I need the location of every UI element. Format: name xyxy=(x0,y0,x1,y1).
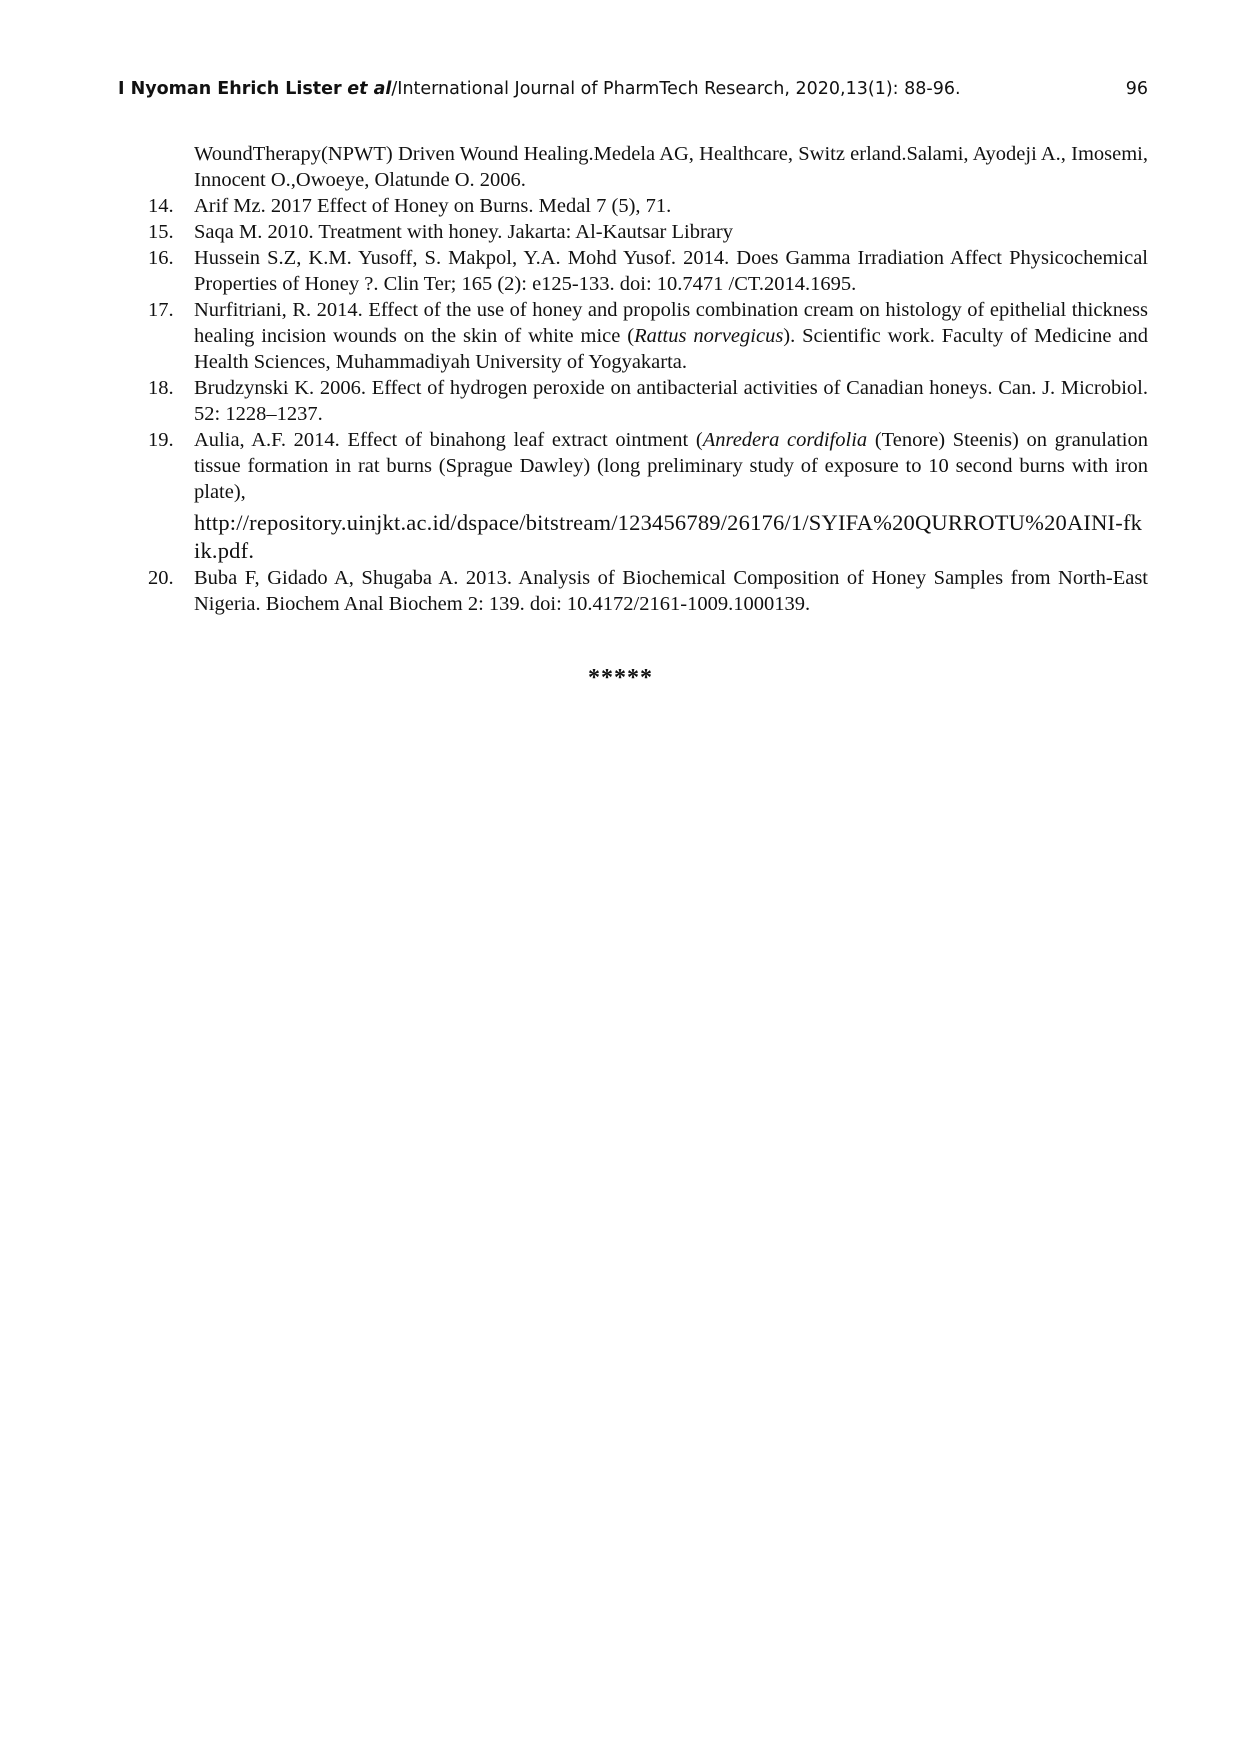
reference-text: Arif Mz. 2017 Effect of Honey on Burns. Medal 7 (5), 71. xyxy=(194,195,672,217)
end-of-article-mark: ***** xyxy=(588,665,653,691)
reference-16 xyxy=(148,245,1148,297)
reference-text: Saqa M. 2010. Treatment with honey. Jakarta: Al-Kautsar Library xyxy=(194,221,733,243)
reference-number: 15. xyxy=(148,221,174,243)
reference-text-start: Aulia, A.F. 2014. Effect of binahong leaf extract ointment ( xyxy=(194,429,703,451)
reference-text-end: ). Scientific work. Faculty of Medicine and Health Sciences, Muhammadiyah University of Yogyakarta. xyxy=(194,325,1148,373)
reference-url-link[interactable]: http://repository.uinjkt.ac.id/dspace/bitstream/123456789/26176/1/SYIFA%20QURROTU%20AINI-fkik.pdf. xyxy=(194,510,1143,563)
reference-text-end: (Tenore) Steenis) on granulation tissue formation in rat burns (Sprague Dawley) (long preliminary study of exposure to 10 second burns with iron plate), xyxy=(194,429,1148,503)
reference-18 xyxy=(148,375,1148,427)
reference-text: Buba F, Gidado A, Shugaba A. 2013. Analysis of Biochemical Composition of Honey Samples from North-East Nigeria. Biochem Anal Biochem 2: 139. doi: 10.4172/2161-1009.1000139. xyxy=(194,567,1148,615)
species-name: Rattus norvegicus xyxy=(634,325,784,347)
reference-14 xyxy=(148,193,1148,219)
reference-number: 19. xyxy=(148,429,174,451)
reference-15 xyxy=(148,219,1148,245)
reference-number: 17. xyxy=(148,299,174,321)
reference-continuation-text: WoundTherapy(NPWT) Driven Wound Healing.Medela AG, Healthcare, Switz erland.Salami, Ayodeji A., Imosemi, Innocent O.,Owoeye, Olatunde O. 2006. xyxy=(194,143,1148,191)
header-journal: /International Journal of PharmTech Research, 2020,13(1): 88-96. xyxy=(391,79,961,99)
reference-17 xyxy=(148,297,1148,375)
page-number: 96 xyxy=(1125,79,1148,99)
reference-number: 14. xyxy=(148,195,174,217)
header-etal: et al xyxy=(347,79,392,99)
reference-20 xyxy=(148,565,1148,617)
reference-text: Brudzynski K. 2006. Effect of hydrogen peroxide on antibacterial activities of Canadian honeys. Can. J. Microbiol. 52: 1228–1237. xyxy=(194,377,1148,425)
reference-number: 18. xyxy=(148,377,174,399)
reference-continuation xyxy=(148,141,1148,193)
reference-number: 20. xyxy=(148,567,174,589)
running-header xyxy=(118,74,1148,104)
reference-text-start: Nurfitriani, R. 2014. Effect of the use of honey and propolis combination cream on histology of epithelial thickness healing incision wounds on the skin of white mice ( xyxy=(194,299,1148,347)
species-name: Anredera cordifolia xyxy=(702,429,868,451)
header-author: I Nyoman Ehrich Lister xyxy=(118,79,342,99)
reference-number: 16. xyxy=(148,247,174,269)
reference-list xyxy=(148,141,1148,617)
reference-19 xyxy=(148,427,1148,565)
reference-text: Hussein S.Z, K.M. Yusoff, S. Makpol, Y.A. Mohd Yusof. 2014. Does Gamma Irradiation Affect Physicochemical Properties of Honey ?. Clin Ter; 165 (2): e125-133. doi: 10.7471 /CT.2014.1695. xyxy=(194,247,1148,295)
